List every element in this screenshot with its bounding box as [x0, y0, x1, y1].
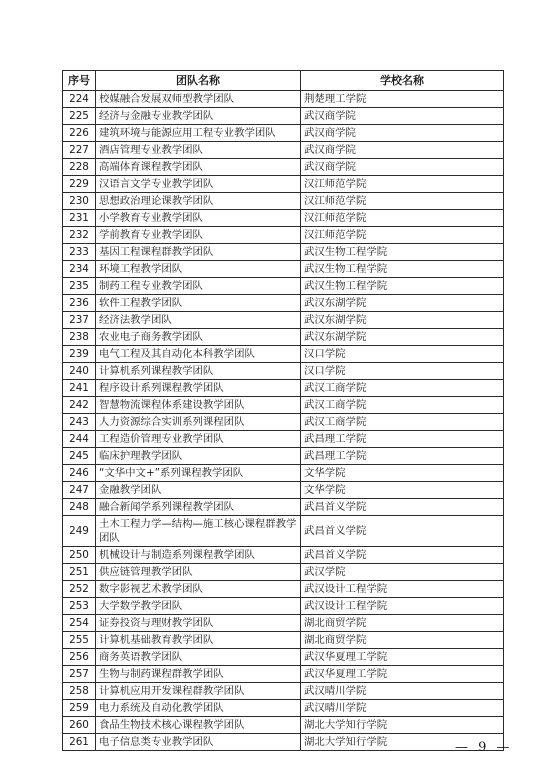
school-name-cell: 武汉工商学院: [301, 414, 504, 431]
team-name-cell: 思想政治理论课教学团队: [96, 193, 301, 210]
table-row: [63, 499, 504, 516]
table-row: [63, 465, 504, 482]
team-name-cell: 工程造价管理专业教学团队: [96, 431, 301, 448]
school-name-cell: 武汉晴川学院: [301, 700, 504, 717]
school-name-cell: 湖北大学知行学院: [301, 734, 504, 751]
table-row: [63, 431, 504, 448]
serial-cell: 227: [63, 142, 96, 159]
table-row: [63, 227, 504, 244]
table-row: [63, 632, 504, 649]
table-row: [63, 414, 504, 431]
team-name-cell: 校媒融合发展双师型教学团队: [96, 91, 301, 108]
serial-cell: 249: [63, 516, 96, 547]
table-row: [63, 598, 504, 615]
serial-cell: 251: [63, 564, 96, 581]
table-row: [63, 564, 504, 581]
school-name-cell: 武汉生物工程学院: [301, 278, 504, 295]
header-serial: 序号: [63, 71, 96, 91]
serial-cell: 224: [63, 91, 96, 108]
table-row: [63, 666, 504, 683]
serial-cell: 250: [63, 547, 96, 564]
school-name-cell: 武汉华夏理工学院: [301, 649, 504, 666]
table-row: [63, 329, 504, 346]
team-name-cell: 计算机应用开发课程群教学团队: [96, 683, 301, 700]
table-row: [63, 717, 504, 734]
school-name-cell: 武汉晴川学院: [301, 683, 504, 700]
team-name-cell: 电气工程及其自动化本科教学团队: [96, 346, 301, 363]
serial-cell: 258: [63, 683, 96, 700]
header-school-name: 学校名称: [301, 71, 504, 91]
school-name-cell: 武汉设计工程学院: [301, 598, 504, 615]
school-name-cell: 湖北商贸学院: [301, 615, 504, 632]
table-row: [63, 683, 504, 700]
serial-cell: 243: [63, 414, 96, 431]
serial-cell: 246: [63, 465, 96, 482]
team-name-cell: “文华中文+”系列课程教学团队: [96, 465, 301, 482]
serial-cell: 259: [63, 700, 96, 717]
school-name-cell: 湖北大学知行学院: [301, 717, 504, 734]
team-name-cell: 高端体育课程教学团队: [96, 159, 301, 176]
school-name-cell: 武昌理工学院: [301, 431, 504, 448]
serial-cell: 254: [63, 615, 96, 632]
team-name-cell: 大学数学教学团队: [96, 598, 301, 615]
team-name-cell: 程序设计系列课程教学团队: [96, 380, 301, 397]
table-body: [63, 91, 504, 751]
team-name-cell: 智慧物流课程体系建设教学团队: [96, 397, 301, 414]
serial-cell: 245: [63, 448, 96, 465]
school-name-cell: 湖北商贸学院: [301, 632, 504, 649]
serial-cell: 239: [63, 346, 96, 363]
table-row: [63, 397, 504, 414]
serial-cell: 253: [63, 598, 96, 615]
team-name-cell: 电力系统及自动化教学团队: [96, 700, 301, 717]
serial-cell: 225: [63, 108, 96, 125]
school-name-cell: 武昌首义学院: [301, 516, 504, 547]
page-number: — 9 —: [455, 740, 513, 755]
school-name-cell: 武汉工商学院: [301, 397, 504, 414]
table-row: [63, 312, 504, 329]
school-name-cell: 汉江师范学院: [301, 210, 504, 227]
team-name-cell: 融合新闻学系列课程教学团队: [96, 499, 301, 516]
serial-cell: 247: [63, 482, 96, 499]
table-row: [63, 125, 504, 142]
serial-cell: 256: [63, 649, 96, 666]
serial-cell: 233: [63, 244, 96, 261]
serial-cell: 252: [63, 581, 96, 598]
table-row: [63, 295, 504, 312]
school-name-cell: 武汉商学院: [301, 159, 504, 176]
team-name-cell: 学前教育专业教学团队: [96, 227, 301, 244]
team-name-cell: 计算机系列课程教学团队: [96, 363, 301, 380]
serial-cell: 242: [63, 397, 96, 414]
serial-cell: 244: [63, 431, 96, 448]
team-name-cell: 基因工程课程群教学团队: [96, 244, 301, 261]
team-name-cell: 人力资源综合实训系列课程团队: [96, 414, 301, 431]
school-name-cell: 文华学院: [301, 482, 504, 499]
team-list-table: [62, 70, 504, 751]
school-name-cell: 汉口学院: [301, 346, 504, 363]
school-name-cell: 武汉东湖学院: [301, 295, 504, 312]
serial-cell: 238: [63, 329, 96, 346]
school-name-cell: 武汉商学院: [301, 125, 504, 142]
serial-cell: 232: [63, 227, 96, 244]
table-row: [63, 193, 504, 210]
table-row: [63, 482, 504, 499]
team-name-cell: 土木工程力学—结构—施工核心课程群教学团队: [96, 516, 301, 547]
table-row: [63, 700, 504, 717]
serial-cell: 229: [63, 176, 96, 193]
table-row: [63, 346, 504, 363]
serial-cell: 257: [63, 666, 96, 683]
table-row: [63, 547, 504, 564]
school-name-cell: 汉江师范学院: [301, 227, 504, 244]
team-name-cell: 金融教学团队: [96, 482, 301, 499]
table-row: [63, 448, 504, 465]
serial-cell: 230: [63, 193, 96, 210]
school-name-cell: 武汉商学院: [301, 142, 504, 159]
team-name-cell: 酒店管理专业教学团队: [96, 142, 301, 159]
serial-cell: 226: [63, 125, 96, 142]
serial-cell: 237: [63, 312, 96, 329]
serial-cell: 231: [63, 210, 96, 227]
school-name-cell: 武汉生物工程学院: [301, 261, 504, 278]
team-name-cell: 机械设计与制造系列课程教学团队: [96, 547, 301, 564]
serial-cell: 255: [63, 632, 96, 649]
table-row: [63, 108, 504, 125]
team-name-cell: 经济与金融专业教学团队: [96, 108, 301, 125]
school-name-cell: 武汉东湖学院: [301, 329, 504, 346]
school-name-cell: 武昌首义学院: [301, 499, 504, 516]
table-row: [63, 91, 504, 108]
table-header-row: [63, 71, 504, 91]
school-name-cell: 武汉学院: [301, 564, 504, 581]
school-name-cell: 武昌理工学院: [301, 448, 504, 465]
table-row: [63, 244, 504, 261]
serial-cell: 261: [63, 734, 96, 751]
school-name-cell: 武汉东湖学院: [301, 312, 504, 329]
serial-cell: 234: [63, 261, 96, 278]
school-name-cell: 武昌首义学院: [301, 547, 504, 564]
team-name-cell: 计算机基础教育教学团队: [96, 632, 301, 649]
team-name-cell: 临床护理教学团队: [96, 448, 301, 465]
school-name-cell: 武汉商学院: [301, 108, 504, 125]
team-name-cell: 汉语言文学专业教学团队: [96, 176, 301, 193]
table-row: [63, 278, 504, 295]
table-row: [63, 649, 504, 666]
table-row: [63, 516, 504, 547]
school-name-cell: 武汉华夏理工学院: [301, 666, 504, 683]
table-row: [63, 581, 504, 598]
table-row: [63, 734, 504, 751]
table-row: [63, 363, 504, 380]
school-name-cell: 汉口学院: [301, 363, 504, 380]
team-name-cell: 制药工程专业教学团队: [96, 278, 301, 295]
school-name-cell: 武汉生物工程学院: [301, 244, 504, 261]
team-name-cell: 数字影视艺术教学团队: [96, 581, 301, 598]
serial-cell: 240: [63, 363, 96, 380]
table-row: [63, 615, 504, 632]
team-name-cell: 农业电子商务教学团队: [96, 329, 301, 346]
serial-cell: 235: [63, 278, 96, 295]
school-name-cell: 武汉工商学院: [301, 380, 504, 397]
team-name-cell: 软件工程教学团队: [96, 295, 301, 312]
table-row: [63, 159, 504, 176]
school-name-cell: 文华学院: [301, 465, 504, 482]
team-name-cell: 经济法教学团队: [96, 312, 301, 329]
table-row: [63, 210, 504, 227]
school-name-cell: 汉江师范学院: [301, 193, 504, 210]
table-row: [63, 380, 504, 397]
school-name-cell: 荆楚理工学院: [301, 91, 504, 108]
table-row: [63, 176, 504, 193]
team-name-cell: 建筑环境与能源应用工程专业教学团队: [96, 125, 301, 142]
table-row: [63, 261, 504, 278]
serial-cell: 241: [63, 380, 96, 397]
serial-cell: 260: [63, 717, 96, 734]
school-name-cell: 汉江师范学院: [301, 176, 504, 193]
team-name-cell: 供应链管理教学团队: [96, 564, 301, 581]
school-name-cell: 武汉设计工程学院: [301, 581, 504, 598]
table-row: [63, 142, 504, 159]
team-name-cell: 食品生物技术核心课程教学团队: [96, 717, 301, 734]
header-team-name: 团队名称: [96, 71, 301, 91]
serial-cell: 236: [63, 295, 96, 312]
serial-cell: 228: [63, 159, 96, 176]
team-name-cell: 环境工程教学团队: [96, 261, 301, 278]
team-name-cell: 证券投资与理财教学团队: [96, 615, 301, 632]
team-name-cell: 生物与制药课程群教学团队: [96, 666, 301, 683]
team-name-cell: 电子信息类专业教学团队: [96, 734, 301, 751]
serial-cell: 248: [63, 499, 96, 516]
team-name-cell: 商务英语教学团队: [96, 649, 301, 666]
team-name-cell: 小学教育专业教学团队: [96, 210, 301, 227]
